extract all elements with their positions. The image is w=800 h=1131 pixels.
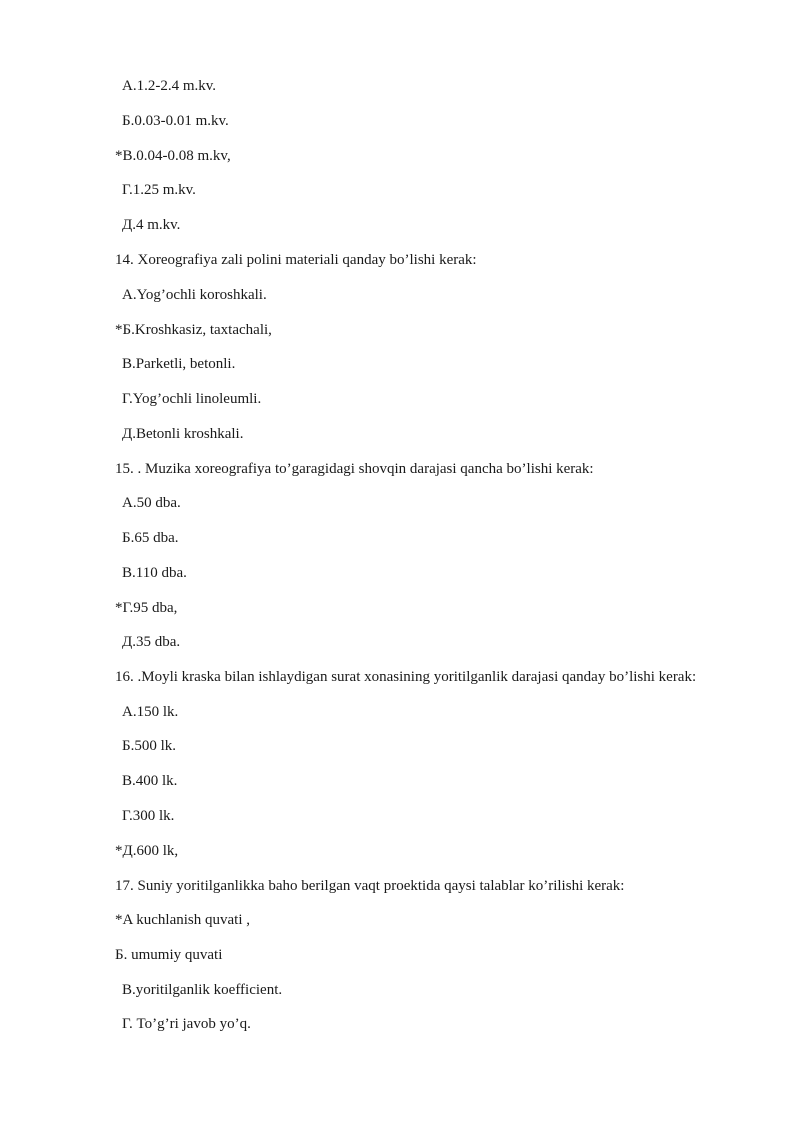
question-15: 15. . Muzika xoreografiya to’garagidagi shovqin darajasi qancha bo’lishi kerak: [115,461,594,477]
question-17: 17. Suniy yoritilganlikka baho berilgan vaqt proektida qaysi talablar ko’rilishi kerak: [115,878,625,894]
answer-option-a: А.150 lk. [122,704,179,720]
correct-answer-option: *В.0.04-0.08 m.kv, [115,148,231,164]
answer-option-d: Д.Betonli kroshkali. [122,426,244,442]
answer-option-v: В.yoritilganlik koefficient. [122,982,283,998]
answer-option-g: Г.1.25 m.kv. [122,182,196,198]
answer-option-v: В.400 lk. [122,773,178,789]
answer-option-b: Б.65 dba. [122,530,179,546]
answer-option-v: В.110 dba. [122,565,187,581]
answer-option-a: А.1.2-2.4 m.kv. [122,78,217,94]
answer-option-v: В.Parketli, betonli. [122,356,236,372]
correct-answer-option: *Б.Kroshkasiz, taxtachali, [115,322,272,338]
answer-option-a: А.50 dba. [122,495,181,511]
question-14: 14. Xoreografiya zali polini materiali qanday bo’lishi kerak: [115,252,477,268]
answer-option-g: Г.300 lk. [122,808,175,824]
answer-option-g: Г. To’g’ri javob yo’q. [122,1016,251,1032]
correct-answer-option: *Д.600 lk, [115,843,179,859]
answer-option-d: Д.4 m.kv. [122,217,181,233]
correct-answer-option: *A kuchlanish quvati , [115,912,250,928]
answer-option-d: Д.35 dba. [122,634,181,650]
answer-option-a: А.Yog’ochli koroshkali. [122,287,267,303]
answer-option-b: Б.0.03-0.01 m.kv. [122,113,229,129]
answer-option-b: Б.500 lk. [122,738,177,754]
question-16: 16. .Moyli kraska bilan ishlaydigan surat xonasining yoritilganlik darajasi qanday bo’lishi kerak: [115,669,697,685]
answer-option-g: Г.Yog’ochli linoleumli. [122,391,262,407]
answer-option-b: Б. umumiy quvati [115,947,223,963]
correct-answer-option: *Г.95 dba, [115,600,178,616]
